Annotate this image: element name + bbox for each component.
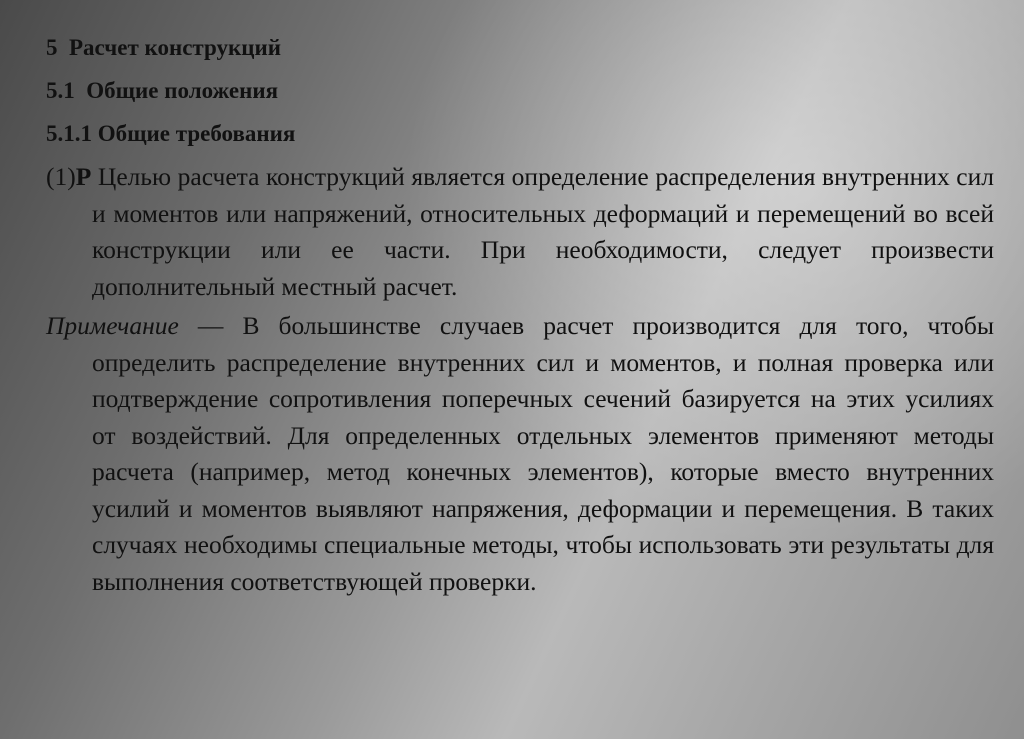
heading-text: Общие требования xyxy=(97,121,296,146)
clause-number: (1) xyxy=(46,162,76,191)
principle-marker: P xyxy=(75,162,92,191)
note-dash: — xyxy=(178,311,243,340)
slide-content xyxy=(46,30,994,600)
heading-text: Общие положения xyxy=(86,78,279,103)
heading-number: 5.1.1 xyxy=(46,121,92,146)
heading-section-5-1 xyxy=(46,73,994,116)
note-label: Примечание xyxy=(46,311,179,340)
heading-section-5 xyxy=(46,30,994,73)
heading-number: 5.1 xyxy=(46,78,75,103)
heading-text: Расчет конструкций xyxy=(69,35,282,60)
note-paragraph xyxy=(46,308,994,600)
heading-number: 5 xyxy=(46,35,58,60)
clause-paragraph xyxy=(46,159,994,305)
clause-text: Целью расчета конструкций является определение распределения внутренних сил и моментов или напряжений, относительных деформаций и перемещений во всей конструкции или ее части. При необходимости, следует произвести дополнительный местный расчет. xyxy=(92,162,994,301)
heading-section-5-1-1 xyxy=(46,116,994,159)
note-text: В большинстве случаев расчет производится для того, чтобы определить распределение внутренних сил и моментов, и полная проверка или подтверждение сопротивления поперечных сечений базируется на этих усилиях от воздействий. Для определенных отдельных элементов применяют методы расчета (например, метод конечных элементов), которые вместо внутренних усилий и моментов выявляют напряжения, деформации и перемещения. В таких случаях необходимы специальные методы, чтобы использовать эти результаты для выполнения соответствующей проверки. xyxy=(92,311,995,596)
